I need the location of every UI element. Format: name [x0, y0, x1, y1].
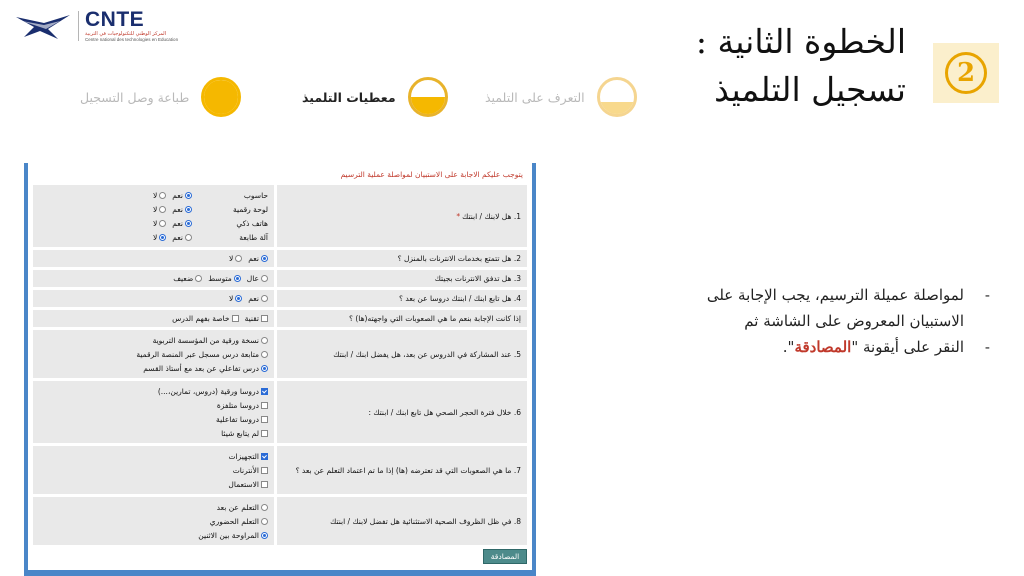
option-label: متابعة درس مسجل عبر المنصة الرقمية — [136, 349, 259, 359]
checkbox-option[interactable] — [261, 416, 268, 423]
option-label: نعم — [248, 254, 259, 263]
progress-step-identify — [485, 76, 637, 118]
radio-no[interactable] — [159, 234, 166, 241]
option-label: نسخة ورقية من المؤسسة التربوية — [152, 335, 259, 345]
progress-circle-icon — [408, 77, 448, 117]
q6-options — [33, 381, 274, 443]
option-label: خاصة بفهم الدرس — [172, 314, 230, 323]
progress-circle-icon — [597, 77, 637, 117]
option-label: لا — [153, 204, 158, 214]
q7-options — [33, 446, 274, 494]
option-label: لا — [229, 294, 234, 303]
required-mark: * — [456, 211, 461, 221]
option-label: دروسا تفاعلية — [216, 414, 259, 424]
option-label: ضعيف — [173, 274, 194, 283]
q1-label — [277, 185, 527, 247]
radio-option[interactable] — [261, 275, 268, 282]
device-label: هاتف ذكي — [236, 218, 268, 228]
option-label: لا — [153, 190, 158, 200]
checkbox-option[interactable] — [261, 481, 268, 488]
option-label: التجهيزات — [228, 451, 259, 461]
question-row-1 — [33, 185, 527, 247]
option-label: نعم — [172, 204, 183, 214]
instruction-text: لمواصلة عميلة الترسيم، يجب الإجابة على الاستبيان المعروض على الشاشة ثم — [706, 286, 964, 330]
logo-divider — [78, 11, 79, 41]
option-label: دروسا ورقية (دروس، تمارين،...) — [157, 386, 259, 396]
instruction-text: ". — [782, 338, 795, 356]
option-label: عال — [246, 274, 259, 283]
question-row-2 — [33, 250, 527, 267]
q8-options — [33, 497, 274, 545]
q4-label: 4. هل تابع ابنك / ابنتك دروسا عن بعد ؟ — [277, 290, 527, 307]
submit-row — [33, 549, 527, 564]
option-label: المراوحة بين الاثنين — [198, 530, 259, 540]
option-label: درس تفاعلي عن بعد مع أستاذ القسم — [143, 363, 259, 373]
checkbox-option[interactable] — [232, 315, 239, 322]
questionnaire-form — [24, 163, 536, 576]
radio-option[interactable] — [195, 275, 202, 282]
radio-option[interactable] — [261, 351, 268, 358]
radio-option[interactable] — [261, 365, 268, 372]
q7-label: 7. ما هي الصعوبات التي قد تعترضه (ها) إذا ما تم اعتماد التعلم عن بعد ؟ — [277, 446, 527, 494]
checkbox-option[interactable] — [261, 388, 268, 395]
option-label: الاستعمال — [228, 479, 259, 489]
q4b-label: إذا كانت الإجابة بنعم ما هي الصعوبات التي واجهته(ها) ؟ — [277, 310, 527, 327]
instruction-highlight: المصادقة — [794, 338, 852, 356]
radio-yes[interactable] — [185, 234, 192, 241]
submit-button[interactable]: المصادقة — [483, 549, 527, 564]
radio-option[interactable] — [261, 518, 268, 525]
step-title — [696, 18, 906, 114]
option-label: التعلم الحضوري — [209, 516, 259, 526]
instruction-item-2 — [690, 334, 990, 360]
device-label: لوحة رقمية — [232, 204, 268, 214]
logo-brand: CNTE — [85, 8, 145, 32]
bullet-dash: - — [984, 338, 990, 356]
checkbox-option[interactable] — [261, 315, 268, 322]
question-row-5 — [33, 330, 527, 378]
radio-option[interactable] — [261, 532, 268, 539]
logo-subtitle-ar: المركز الوطني للتكنولوجيات في التربية — [85, 31, 167, 38]
progress-circle-icon — [201, 77, 241, 117]
bullet-dash: - — [984, 286, 990, 304]
step-title-line1: الخطوة الثانية : — [695, 22, 906, 61]
radio-option[interactable] — [261, 255, 268, 262]
option-label: الأنترنات — [232, 465, 259, 475]
progress-label: طباعة وصل التسجيل — [80, 89, 190, 105]
device-label: آلة طابعة — [239, 232, 268, 242]
radio-option[interactable] — [261, 295, 268, 302]
bird-logo-icon — [14, 11, 72, 41]
q5-label: 5. عند المشاركة في الدروس عن بعد، هل يفضل ابنك / ابنتك — [277, 330, 527, 378]
question-row-7 — [33, 446, 527, 494]
radio-no[interactable] — [159, 220, 166, 227]
radio-option[interactable] — [235, 295, 242, 302]
q3-label: 3. هل تدفق الانترنات بجيتك — [277, 270, 527, 287]
step-title-line2: تسجيل التلميذ — [714, 70, 906, 109]
radio-option[interactable] — [261, 337, 268, 344]
question-row-3 — [33, 270, 527, 287]
radio-option[interactable] — [261, 504, 268, 511]
instructions — [690, 282, 990, 360]
question-text: 1. هل لابنك / ابنتك — [462, 211, 521, 221]
question-row-6 — [33, 381, 527, 443]
q1-options — [33, 185, 274, 247]
option-label: لا — [229, 254, 234, 263]
step-number-badge — [933, 43, 999, 103]
q2-label: 2. هل تتمتع بخدمات الانترنات بالمنزل ؟ — [277, 250, 527, 267]
cnte-logo — [14, 8, 244, 44]
radio-yes[interactable] — [185, 206, 192, 213]
option-label: دروسا متلفزة — [216, 400, 259, 410]
option-label: متوسط — [208, 274, 232, 283]
form-header: يتوجب عليكم الاجابة على الاستبيان لمواصلة عملية الترسيم — [340, 170, 523, 179]
q6-label: 6. خلال فترة الحجر الصحي هل تابع ابنك / ابنتك : — [277, 381, 527, 443]
instruction-text: النقر على أيقونة " — [851, 338, 964, 356]
q4b-options — [33, 310, 274, 327]
radio-no[interactable] — [159, 192, 166, 199]
radio-option[interactable] — [235, 255, 242, 262]
progress-step-print — [80, 76, 241, 118]
logo-subtitle-fr: Centre national des technologies en Education — [85, 37, 179, 43]
option-label: التعلم عن بعد — [216, 502, 259, 512]
device-label: حاسوب — [243, 190, 268, 200]
option-label: نعم — [172, 190, 183, 200]
option-label: نعم — [248, 294, 259, 303]
option-label: تقنية — [244, 314, 259, 323]
checkbox-option[interactable] — [261, 453, 268, 460]
q3-options — [33, 270, 274, 287]
radio-yes[interactable] — [185, 220, 192, 227]
form-bottom-border — [28, 570, 532, 576]
radio-yes[interactable] — [185, 192, 192, 199]
progress-label: التعرف على التلميذ — [485, 89, 585, 105]
q5-options — [33, 330, 274, 378]
progress-step-data — [302, 76, 448, 118]
question-row-4b — [33, 310, 527, 327]
checkbox-option[interactable] — [261, 402, 268, 409]
q4-options — [33, 290, 274, 307]
checkbox-option[interactable] — [261, 467, 268, 474]
progress-label: معطيات التلميذ — [302, 89, 396, 105]
q8-label: 8. في ظل الظروف الصحية الاستثنائية هل تفضل لابنك / ابنتك — [277, 497, 527, 545]
radio-option[interactable] — [234, 275, 241, 282]
radio-no[interactable] — [159, 206, 166, 213]
step-number-icon: 2 — [945, 52, 987, 94]
option-label: لا — [153, 218, 158, 228]
question-row-8 — [33, 497, 527, 545]
option-label: نعم — [172, 232, 183, 242]
option-label: لم يتابع شيئا — [221, 428, 259, 438]
checkbox-option[interactable] — [261, 430, 268, 437]
option-label: نعم — [172, 218, 183, 228]
question-row-4 — [33, 290, 527, 307]
instruction-item-1 — [690, 282, 990, 334]
q2-options — [33, 250, 274, 267]
option-label: لا — [153, 232, 158, 242]
